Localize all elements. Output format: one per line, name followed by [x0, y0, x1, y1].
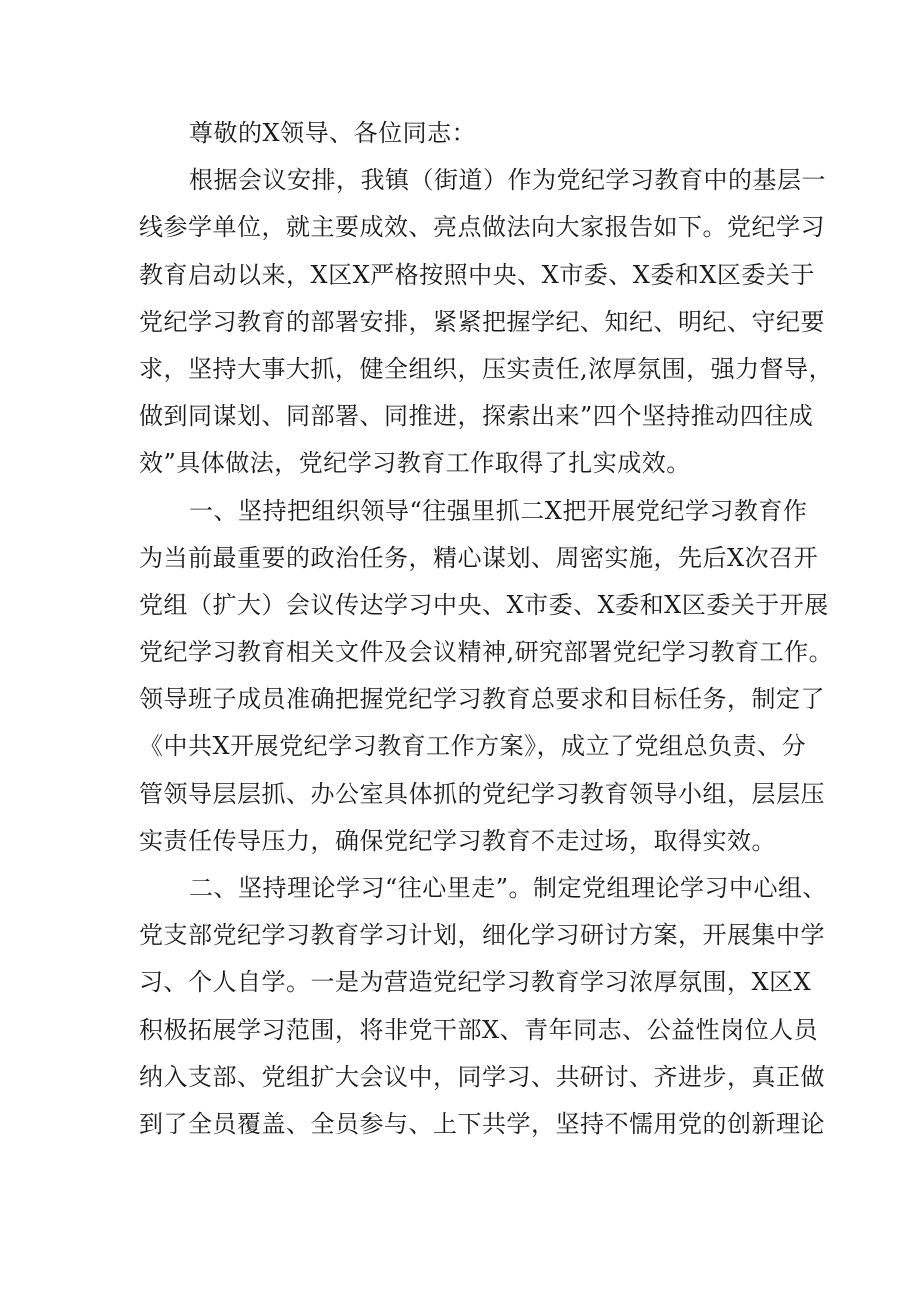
paragraph-line: 党纪学习教育相关文件及会议精神,研究部署党纪学习教育工作。 — [139, 638, 834, 667]
paragraph-line: 管领导层层抓、办公室具体抓的党纪学习教育领导小组，层层压 — [139, 779, 825, 808]
paragraph-line: 积极拓展学习范围，将非党干部X、青年同志、公益性岗位人员 — [139, 1015, 819, 1044]
paragraph-line: 党纪学习教育的部署安排，紧紧把握学纪、知纪、明纪、守纪要 — [139, 307, 825, 336]
salutation-line: 尊敬的X领导、各位同志： — [189, 119, 477, 147]
paragraph-line: 党组（扩大）会议传达学习中央、X市委、X委和X区委关于开展 — [139, 590, 829, 619]
paragraph-line: 为当前最重要的政治任务，精心谋划、周密实施，先后X次召开 — [139, 543, 819, 572]
paragraph-line: 到了全员覆盖、全员参与、上下共学，坚持不懦用党的创新理论 — [139, 1109, 825, 1138]
paragraph-line: 《中共X开展党纪学习教育工作方案》，成立了党组总负责、分 — [139, 732, 807, 761]
paragraph-line: 线参学单位，就主要成效、亮点做法向大家报告如下。党纪学习 — [139, 213, 825, 242]
document-body — [139, 110, 834, 1148]
paragraph-line: 实责任传导压力，确保党纪学习教育不走过场，取得实效。 — [139, 826, 776, 855]
paragraph-line: 纳入支部、党组扩大会议中，同学习、共研讨、齐进步，真正做 — [139, 1062, 825, 1091]
section-heading-line: 一、坚持把组织领导“往强里抓二X把开展党纪学习教育作 — [189, 496, 808, 525]
paragraph-line: 领导班子成员准确把握党纪学习教育总要求和目标任务，制定了 — [139, 685, 825, 714]
paragraph-line: 根据会议安排，我镇（街道）作为党纪学习教育中的基层一 — [189, 166, 826, 195]
paragraph-line: 教育启动以来，X区X严格按照中央、X市委、X委和X区委关于 — [139, 260, 815, 289]
paragraph-line: 做到同谋划、同部署、同推进，探索出来”四个坚持推动四往成 — [139, 402, 814, 431]
paragraph-line: 习、个人自学。一是为营造党纪学习教育学习浓厚氛围，X区X — [139, 968, 812, 997]
paragraph-line: 效”具体做法，党纪学习教育工作取得了扎实成效。 — [139, 449, 691, 478]
paragraph-line: 求，坚持大事大抓，健全组织，压实责任,浓厚氛围，强力督导， — [139, 354, 834, 383]
paragraph-line: 党支部党纪学习教育学习计划，细化学习研讨方案，开展集中学 — [139, 921, 825, 950]
section-heading-line: 二、坚持理论学习“往心里走”。制定党组理论学习中心组、 — [189, 874, 828, 902]
